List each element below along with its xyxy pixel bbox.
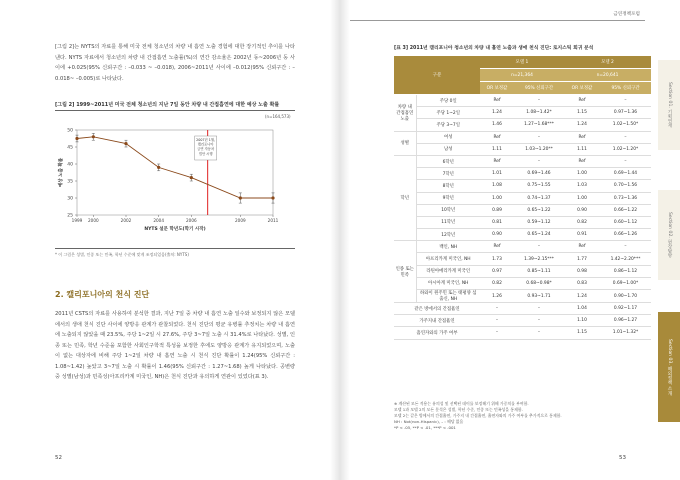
or2-cell: 1.11 [564, 143, 600, 155]
x-tick-label: 2004 [153, 218, 165, 223]
regression-table [394, 56, 651, 340]
row-group-label: 성별 [394, 131, 416, 155]
ci2-cell: 0.73~1.36 [600, 192, 651, 204]
or1-cell: Ref [480, 95, 514, 107]
ci2-header: 95% 신뢰구간 [600, 82, 651, 95]
row-label: 같은 방에서의 간접흡연 [394, 303, 480, 315]
ci1-cell: 0.69~1.46 [514, 168, 564, 180]
or1-cell: Ref [480, 155, 514, 167]
ci1-cell: 0.85~1.11 [514, 265, 564, 277]
ci2-cell: 0.60~1.12 [600, 216, 651, 228]
side-tab-label: Section 03. 해외정책 소개 [667, 338, 672, 396]
table-row [394, 107, 651, 119]
or1-cell: 0.97 [480, 265, 514, 277]
ci1-cell: – [514, 131, 564, 143]
x-tick-label: 2002 [120, 218, 132, 223]
y-tick-label: 25 [67, 213, 73, 219]
y-tick-label: 30 [67, 196, 73, 202]
data-point [157, 166, 160, 169]
table-row [394, 253, 651, 265]
or1-cell: – [480, 327, 514, 339]
ci1-cell: 0.75~1.55 [514, 180, 564, 192]
book-gutter [330, 0, 350, 480]
ci1-cell: 1.27~1.68*** [514, 119, 564, 131]
y-tick-label: 45 [67, 145, 73, 151]
row-label: 주당 1~2일 [416, 107, 480, 119]
ci2-cell: – [600, 95, 651, 107]
section-title: 2. 캘리포니아의 천식 진단 [55, 290, 150, 299]
or1-cell: – [480, 303, 514, 315]
or1-cell: 1.11 [480, 143, 514, 155]
row-label: 9학년 [416, 192, 480, 204]
or2-cell: 1.24 [564, 119, 600, 131]
or2-cell: Ref [564, 241, 600, 253]
row-label: 7학년 [416, 168, 480, 180]
table-notes [394, 401, 650, 431]
or1-cell: 1.46 [480, 119, 514, 131]
or2-cell: 1.00 [564, 192, 600, 204]
data-point [190, 176, 193, 179]
model1-header: 모델 1 [480, 56, 564, 69]
data-point [239, 196, 242, 199]
or2-cell: 0.90 [564, 204, 600, 216]
or1-cell: 0.82 [480, 277, 514, 289]
ci1-cell: – [514, 315, 564, 327]
table-row [394, 180, 651, 192]
ci1-cell: 0.65~1.24 [514, 229, 564, 241]
x-axis-label: NYTS 설문 학년도(학기 시작) [144, 227, 206, 232]
or1-cell: 0.90 [480, 229, 514, 241]
ci2-cell: 1.02~1.50* [600, 119, 651, 131]
chart-marks [75, 130, 274, 215]
table-title: [표 3] 2011년 캘리포니아 청소년의 차량 내 흡연 노출과 생애 천식 진단: 로지스틱 회귀 분석 [394, 46, 594, 51]
or1-cell: 0.89 [480, 204, 514, 216]
x-tick-label: 1999 [71, 218, 83, 223]
or2-cell: 1.15 [564, 327, 600, 339]
ci2-cell: 1.42~2.20*** [600, 253, 651, 265]
or1-cell: 1.73 [480, 253, 514, 265]
row-label: 12학년 [416, 229, 480, 241]
note-line: ※ 계산된 모든 적용는 유의성 및 선택된 데이를 보정해기 위해 가중치를 부여함. [394, 401, 529, 406]
ci1-cell: – [514, 95, 564, 107]
ci2-cell: 0.86~1.12 [600, 265, 651, 277]
body-paragraph: 2011년 CSTS의 자료를 사용하여 분석한 결과, 지난 7일 중 차량 내 흡연 노출 일수와 보정되지 않은 모델에서의 생애 천식 진단 사이에 양방응 관계가 관찰되었다. 천식 진단의 평균 유병률 추정치는 차량 내 흡연에 노출되지 않았을 때 23.5%, 주당 1~2일 시 27.6%, 주당 3~7일 노출 시 31.4%로 나타났다. 성별, 인종 또는 민족, 학년 수준을 포함한 사회인구학적 특성을 보정한 후에도 양방응 관계가 유지되었으며, 노출이 없는 대상자에 비해 주당 1~2일 차량 내 흡연 노출 시 천식 진단 확률이 1.24(95% 신뢰구간 : 1.08~1.42) 높았고 3~7일 노출 시 확률이 1.46(95% 신뢰구간 : 1.27~1.68) 높게 나타났다. 공변량 중 성별(남성)과 민족성(아프리카계 미국인, NH)은 천식 진단과 유의하게 연관이 있었다(표 3). [55, 311, 295, 380]
figure-title-text: [그림 2] 1999~2011년 미국 전체 청소년의 지난 7일 동안 차량 내 간접흡연에 대한 예상 노출 확률 [55, 102, 280, 108]
note-line: 모델 2는 같은 방에서의 간접흡연, 가주지 내 간접흡연, 흡연자와의 가주 여부를 추가적으로 통제함. [394, 413, 562, 418]
or1-cell: 1.26 [480, 290, 514, 303]
ci2-cell: 1.02~1.20* [600, 143, 651, 155]
ci2-cell: 0.97~1.36 [600, 107, 651, 119]
table-row [394, 216, 651, 228]
table-row [394, 204, 651, 216]
table-body [394, 95, 651, 340]
annotation-text [196, 137, 215, 156]
ci2-cell: 0.90~1.70 [600, 290, 651, 303]
table-row [394, 303, 651, 315]
row-label: 10학년 [416, 204, 480, 216]
ci1-cell: 0.68~0.98* [514, 277, 564, 289]
model2-n: n=20,641 [564, 69, 651, 82]
table-row [394, 131, 651, 143]
ci2-cell: 0.69~1.00* [600, 277, 651, 289]
table-row [394, 95, 651, 107]
or2-cell: 1.24 [564, 290, 600, 303]
y-tick-label: 35 [67, 179, 73, 185]
note-line: NH : Not(non-Hispanic), – : 해당 없음 [394, 419, 464, 424]
row-label: 주당 0일 [416, 95, 480, 107]
ci1-cell: – [514, 155, 564, 167]
row-label: 6학년 [416, 155, 480, 167]
figure-n: (n=164,573) [265, 114, 291, 119]
ci2-cell: 0.96~1.27 [600, 315, 651, 327]
or2-cell: 0.83 [564, 277, 600, 289]
table-head-row-1 [394, 56, 651, 69]
row-label: 하와이 원주민 또는 태평양 섬 출신, NH [416, 290, 480, 303]
data-point [271, 196, 274, 199]
ci1-cell: – [514, 303, 564, 315]
page-number-left: 52 [55, 455, 62, 461]
row-label: 남성 [416, 143, 480, 155]
annotation-line: 캘리포니아 [197, 142, 214, 147]
ci1-cell: 1.03~1.20** [514, 143, 564, 155]
data-point [92, 135, 95, 138]
table-row [394, 229, 651, 241]
row-label: 라틴아메리카계 미국인 [416, 265, 480, 277]
col-group-header: 구분 [394, 56, 480, 95]
ci2-cell: 0.69~1.44 [600, 168, 651, 180]
chart-axes [57, 128, 279, 233]
row-label: 11학년 [416, 216, 480, 228]
figure-title [55, 101, 295, 108]
row-label: 흡연자와의 가주 여부 [394, 327, 480, 339]
side-tab-section-03[interactable] [658, 312, 680, 422]
table-row [394, 241, 651, 253]
figure-bottom-rule [55, 248, 295, 249]
ci1-cell: 0.65~1.22 [514, 204, 564, 216]
ci2-cell: 0.66~1.26 [600, 229, 651, 241]
row-label: 아시아계 미국인, NH [416, 277, 480, 289]
figure-rule [55, 110, 295, 111]
header-rule [350, 20, 645, 21]
table-row [394, 168, 651, 180]
ci2-cell: 0.70~1.56 [600, 180, 651, 192]
x-tick-label: 2006 [185, 218, 197, 223]
or1-cell: 1.24 [480, 107, 514, 119]
or2-cell: 1.04 [564, 303, 600, 315]
or1-cell: Ref [480, 131, 514, 143]
side-tab-label: Section 01. 기획연재 [667, 82, 672, 128]
ci2-cell: – [600, 155, 651, 167]
exposure-trend-chart [55, 120, 295, 245]
table-row [394, 119, 651, 131]
series-line [77, 137, 273, 198]
row-group-label: 차량 내 간접흡연 노출 [394, 95, 416, 132]
note-line: 모델 1과 모델 2의 모든 분석은 성별, 학년 수준, 인종 또는 민족성을 통제함. [394, 407, 523, 412]
side-tab-section-02[interactable] [658, 190, 680, 280]
ci2-cell: 1.01~1.32* [600, 327, 651, 339]
table-row [394, 315, 651, 327]
row-label: 백인, NH [416, 241, 480, 253]
or2-cell: 1.15 [564, 107, 600, 119]
annotation-line: 금연 자동차 [197, 147, 215, 152]
page-number-right: 53 [619, 455, 626, 461]
intro-paragraph: [그림 2]는 NYTS의 자료를 통해 미국 전체 청소년의 차량 내 흡연 노출 경험에 대한 장기적인 추이를 나타낸다. NYTS 자료에서 청소년의 차량 내 간접흡연 노출률(%)의 연간 감소율은 2002년 동~2006년 동 사이에 +0.025(95% 신뢰구간 : –0.033 ~ –0.018), 2006~2011년 사이에 –0.012(95% 신뢰구간 : –0.018~ –0.005)로 나타났다. [55, 44, 295, 82]
x-tick-label: 2011 [267, 218, 279, 223]
or2-cell: 1.77 [564, 253, 600, 265]
row-group-label: 인종 또는 민족 [394, 241, 416, 303]
ci1-header: 95% 신뢰구간 [514, 82, 564, 95]
y-tick-label: 40 [67, 162, 73, 168]
table-row [394, 143, 651, 155]
or1-header: OR 보정값 [480, 82, 514, 95]
ci2-cell: 0.66~1.22 [600, 204, 651, 216]
x-tick-label: 2000 [87, 218, 99, 223]
model1-n: n=21,364 [480, 69, 564, 82]
ci1-cell: 1.39~2.15*** [514, 253, 564, 265]
or2-cell: Ref [564, 131, 600, 143]
or2-header: OR 보정값 [564, 82, 600, 95]
side-tab-section-01[interactable] [658, 60, 680, 150]
or2-cell: 0.91 [564, 229, 600, 241]
or1-cell: 1.01 [480, 168, 514, 180]
row-label: 주당 3~7일 [416, 119, 480, 131]
or2-cell: 1.10 [564, 315, 600, 327]
or1-cell: 1.00 [480, 192, 514, 204]
or2-cell: 0.82 [564, 216, 600, 228]
or1-cell: – [480, 315, 514, 327]
or2-cell: Ref [564, 155, 600, 167]
or1-cell: Ref [480, 241, 514, 253]
or1-cell: 0.81 [480, 216, 514, 228]
data-point [124, 142, 127, 145]
row-label: 여성 [416, 131, 480, 143]
ci1-cell: 0.59~1.12 [514, 216, 564, 228]
or2-cell: Ref [564, 95, 600, 107]
ci2-cell: 0.92~1.17 [600, 303, 651, 315]
y-tick-label: 50 [67, 128, 73, 134]
or2-cell: 0.98 [564, 265, 600, 277]
table-row [394, 192, 651, 204]
or2-cell: 1.03 [564, 180, 600, 192]
row-label: 아프리카계 미국인, NH [416, 253, 480, 265]
x-tick-label: 2009 [234, 218, 246, 223]
y-axis-label: 예상 노출 확률 [59, 157, 64, 188]
row-label: 가주지내 간접흡연 [394, 315, 480, 327]
table-row [394, 265, 651, 277]
data-point [75, 137, 78, 140]
annotation-line: 2007년 1월, [196, 138, 216, 142]
model2-header: 모델 2 [564, 56, 651, 69]
ci1-cell: – [514, 327, 564, 339]
figure-note: * 이 그림은 성별, 인종 또는 민족, 학년 수준에 맞게 조정되었음(출처: NYTS) [55, 252, 189, 257]
ci1-cell: 0.74~1.37 [514, 192, 564, 204]
or1-cell: 1.08 [480, 180, 514, 192]
ci1-cell: – [514, 241, 564, 253]
or2-cell: 1.00 [564, 168, 600, 180]
side-tab-label: Section 02. 현장탐방 [667, 212, 672, 258]
ci2-cell: – [600, 241, 651, 253]
annotation-line: 법안 시행 [198, 151, 213, 156]
row-group-label: 학년 [394, 155, 416, 240]
ci1-cell: 1.08~1.42* [514, 107, 564, 119]
running-header: 금연정책포럼 [613, 12, 640, 17]
row-label: 8학년 [416, 180, 480, 192]
table-row [394, 277, 651, 289]
ci1-cell: 0.93~1.71 [514, 290, 564, 303]
table-row [394, 327, 651, 339]
table-row [394, 155, 651, 167]
note-line: *P < .05, **P < .01, ***P < .001 [394, 425, 456, 430]
table-row [394, 290, 651, 303]
ci2-cell: – [600, 131, 651, 143]
